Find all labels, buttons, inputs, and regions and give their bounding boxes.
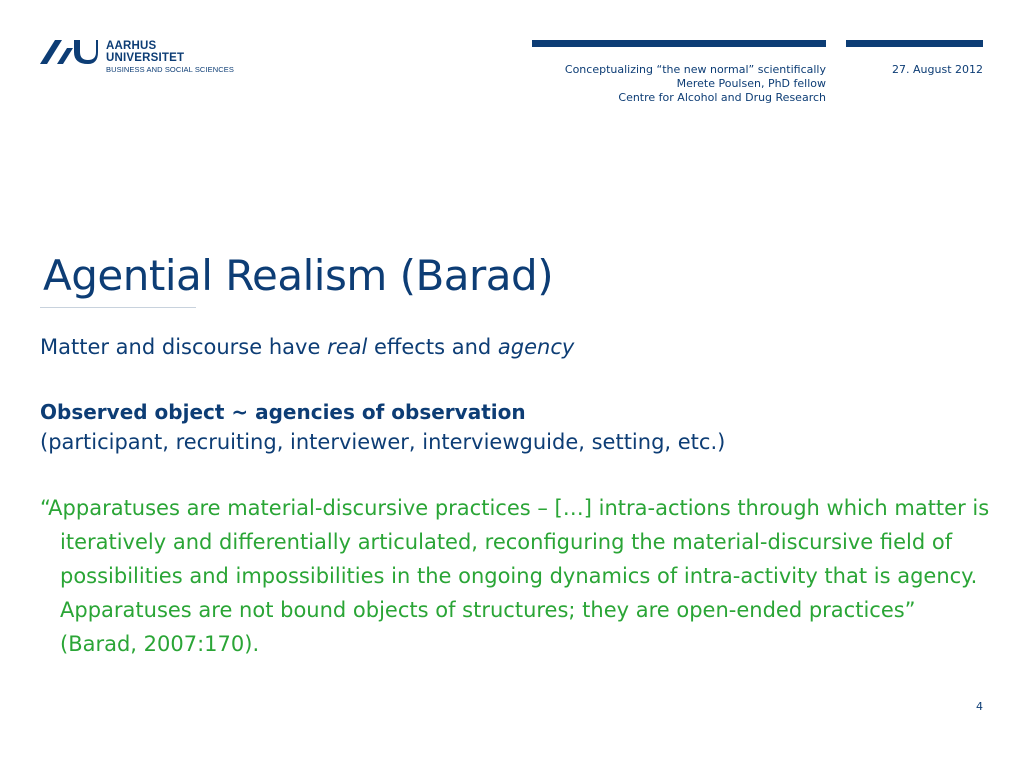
header-bar-left [532,40,826,47]
aarhus-logo-icon [40,38,98,66]
observed-object-list: (participant, recruiting, interviewer, interviewguide, setting, etc.) [40,430,726,454]
header-talk-title: Conceptualizing “the new normal” scientifically [564,63,826,76]
barad-quote: “Apparatuses are material-discursive practices – […] intra-actions through which matter is iteratively and differentially articulated, reconfiguring the material-discursive field of possibilities and impossibilities in the ongoing dynamics of intra-activity that is agency. Apparatuses are not bound objects of structures; they are open-ended practices” (Barad, 2007:170). [40,496,990,656]
p1-agency: agency [497,335,575,359]
university-logo [40,38,234,76]
title-underline [40,307,196,308]
header-centre: Centre for Alcohol and Drug Research [618,91,826,104]
p1-text-b: effects and [367,335,498,359]
page-number: 4 [976,700,983,713]
p1-text-a: Matter and discourse have [40,335,328,359]
header-date: 27. August 2012 [892,63,983,76]
logo-line-faculty: BUSINESS AND SOCIAL SCIENCES [106,65,234,74]
p1-real: real [327,335,368,359]
observed-object-heading: Observed object ~ agencies of observation [40,400,526,424]
logo-line-aarhus: AARHUS [106,40,157,52]
matter-discourse-line [40,332,990,362]
header-info [565,63,826,105]
logo-line-universitet: UNIVERSITET [106,52,185,64]
slide-title: Agential Realism (Barad) [43,251,554,300]
slide-body [40,332,990,661]
header-bar-right [846,40,983,47]
header-author: Merete Poulsen, PhD fellow [676,77,826,90]
